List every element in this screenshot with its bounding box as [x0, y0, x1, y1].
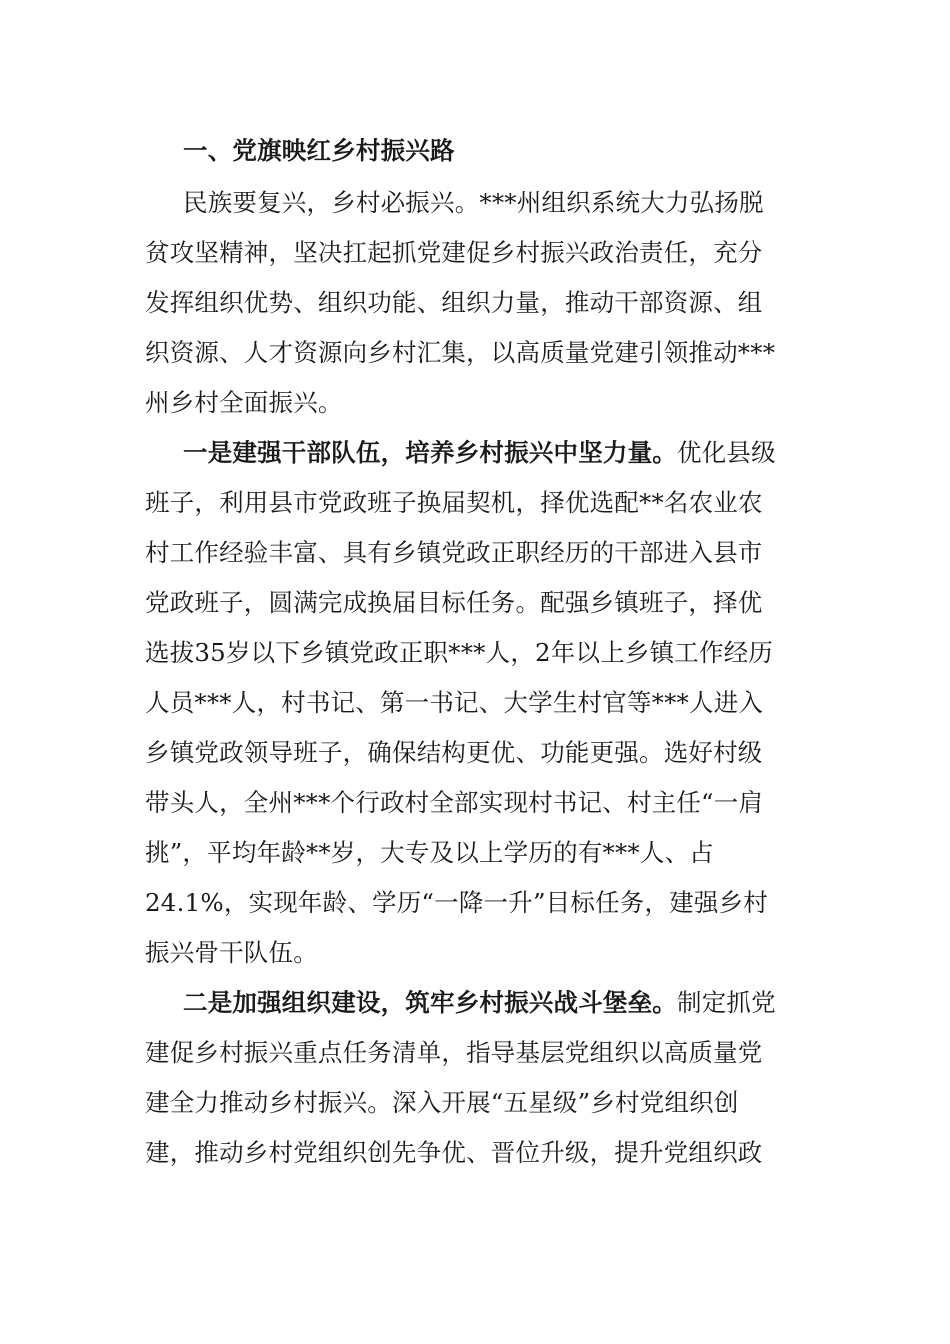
paragraph-line: 民族要复兴，乡村必振兴。***州组织系统大力弘扬脱: [183, 188, 764, 217]
paragraph-line: 建，推动乡村党组织创先争优、晋位升级，提升党组织政: [145, 1138, 763, 1167]
paragraph-line: 乡镇党政领导班子，确保结构更优、功能更强。选好村级: [145, 738, 763, 767]
section-heading: 一、党旗映红乡村振兴路: [183, 136, 455, 165]
paragraph-line: 发挥组织优势、组织功能、组织力量，推动干部资源、组: [145, 288, 763, 317]
paragraph-line: 织资源、人才资源向乡村汇集，以高质量党建引领推动***: [145, 338, 776, 367]
paragraph-line: 州乡村全面振兴。: [145, 388, 343, 417]
paragraph-lead-rest: 制定抓党: [677, 988, 776, 1017]
paragraph-line: 挑”，平均年龄**岁，大专及以上学历的有***人、占: [145, 838, 714, 867]
paragraph-lead-line: [183, 438, 776, 468]
paragraph-line: 选拔35岁以下乡镇党政正职***人，2年以上乡镇工作经历: [145, 638, 774, 667]
paragraph-line: 村工作经验丰富、具有乡镇党政正职经历的干部进入县市: [145, 538, 763, 567]
paragraph-lead-bold: 一是建强干部队伍，培养乡村振兴中坚力量。: [183, 438, 677, 467]
paragraph-line: 建促乡村振兴重点任务清单，指导基层党组织以高质量党: [145, 1038, 763, 1067]
paragraph-line: 人员***人，村书记、第一书记、大学生村官等***人进入: [145, 688, 764, 717]
paragraph-line: 振兴骨干队伍。: [145, 938, 318, 967]
paragraph-lead-line: [183, 988, 776, 1018]
paragraph-line: 班子，利用县市党政班子换届契机，择优选配**名农业农: [145, 488, 763, 517]
paragraph-lead-bold: 二是加强组织建设，筑牢乡村振兴战斗堡垒。: [183, 988, 677, 1017]
paragraph-line: 带头人，全州***个行政村全部实现村书记、村主任“一肩: [145, 788, 764, 817]
paragraph-line: 党政班子，圆满完成换届目标任务。配强乡镇班子，择优: [145, 588, 763, 617]
paragraph-line: 24.1%，实现年龄、学历“一降一升”目标任务，建强乡村: [145, 888, 768, 917]
paragraph-line: 建全力推动乡村振兴。深入开展“五星级”乡村党组织创: [145, 1088, 739, 1117]
paragraph-lead-rest: 优化县级: [677, 438, 776, 467]
paragraph-line: 贫攻坚精神，坚决扛起抓党建促乡村振兴政治责任，充分: [145, 238, 763, 267]
